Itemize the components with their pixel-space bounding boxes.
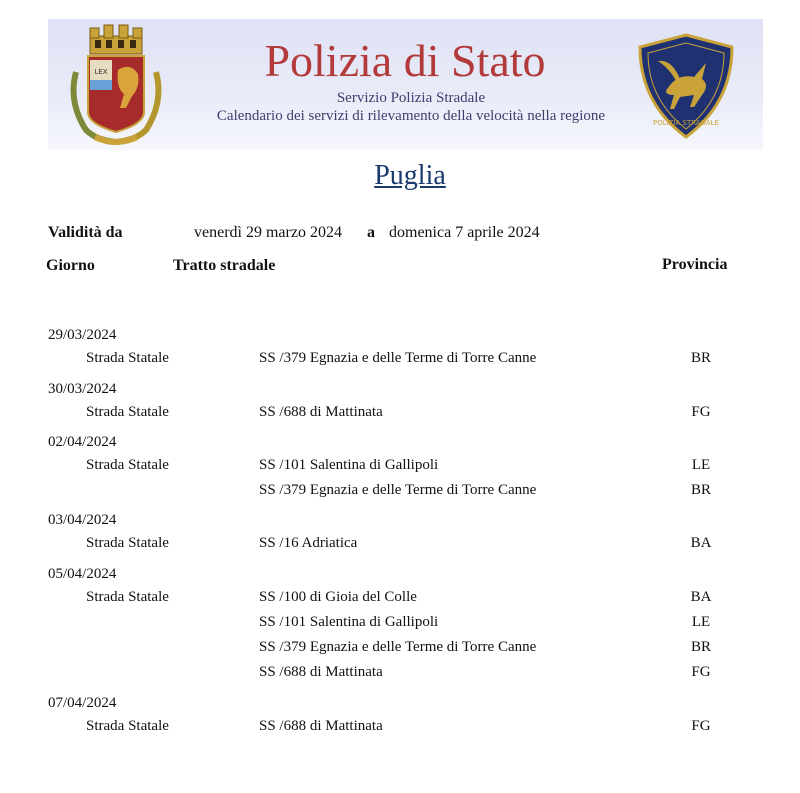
polizia-stradale-emblem-icon — [636, 33, 736, 139]
column-header-road: Tratto stradale — [173, 257, 276, 274]
page-title: Polizia di Stato — [264, 35, 546, 86]
road-category: Strada Statale — [86, 718, 169, 734]
road-segment: SS /379 Egnazia e delle Terme di Torre Canne — [259, 350, 537, 366]
region-title: Puglia — [374, 160, 446, 191]
province-code: FG — [691, 404, 711, 420]
province-code: BR — [690, 482, 711, 498]
table-row — [48, 664, 788, 689]
table-row — [48, 404, 788, 429]
validity-separator: a — [367, 224, 375, 241]
road-category: Strada Statale — [86, 535, 169, 551]
road-segment: SS /101 Salentina di Gallipoli — [259, 614, 439, 630]
province-code: FG — [691, 718, 711, 734]
province-code: BA — [690, 589, 712, 605]
polizia-stradale-text: POLIZIA STRADALE — [652, 119, 720, 127]
province-code: LE — [691, 614, 711, 630]
road-segment: SS /688 di Mattinata — [259, 664, 383, 680]
table-row — [48, 614, 788, 639]
road-segment: SS /379 Egnazia e delle Terme di Torre Canne — [259, 482, 537, 498]
table-row — [48, 535, 788, 560]
service-name: Servizio Polizia Stradale — [336, 90, 486, 106]
day-date: 07/04/2024 — [48, 695, 117, 711]
road-category: Strada Statale — [86, 350, 169, 366]
table-row — [48, 718, 788, 743]
table-row — [48, 639, 788, 664]
province-code: BR — [690, 639, 711, 655]
validity-from-date: venerdì 29 marzo 2024 — [194, 224, 342, 241]
table-row — [48, 457, 788, 482]
day-date: 29/03/2024 — [48, 327, 117, 343]
column-header-province: Provincia — [662, 256, 728, 273]
table-row — [48, 482, 788, 507]
road-segment: SS /688 di Mattinata — [259, 718, 383, 734]
province-code: BR — [690, 350, 711, 366]
table-row — [48, 589, 788, 614]
province-code: BA — [690, 535, 712, 551]
lex-text: LEX — [94, 68, 108, 76]
table-row — [48, 350, 788, 375]
day-date: 03/04/2024 — [48, 512, 117, 528]
day-date: 02/04/2024 — [48, 434, 117, 450]
polizia-di-stato-emblem-icon — [66, 22, 166, 146]
road-segment: SS /16 Adriatica — [259, 535, 358, 551]
validity-to-date: domenica 7 aprile 2024 — [389, 224, 540, 241]
road-category: Strada Statale — [86, 457, 169, 473]
day-date: 05/04/2024 — [48, 566, 117, 582]
road-segment: SS /688 di Mattinata — [259, 404, 383, 420]
road-segment: SS /379 Egnazia e delle Terme di Torre Canne — [259, 639, 537, 655]
province-code: FG — [691, 664, 711, 680]
road-category: Strada Statale — [86, 404, 169, 420]
column-header-day: Giorno — [46, 257, 95, 274]
validity-label: Validità da — [48, 224, 123, 241]
calendar-description: Calendario dei servizi di rilevamento della velocità nella regione — [216, 108, 606, 124]
road-segment: SS /100 di Gioia del Colle — [259, 589, 417, 605]
day-date: 30/03/2024 — [48, 381, 117, 397]
province-code: LE — [691, 457, 711, 473]
road-segment: SS /101 Salentina di Gallipoli — [259, 457, 439, 473]
road-category: Strada Statale — [86, 589, 169, 605]
